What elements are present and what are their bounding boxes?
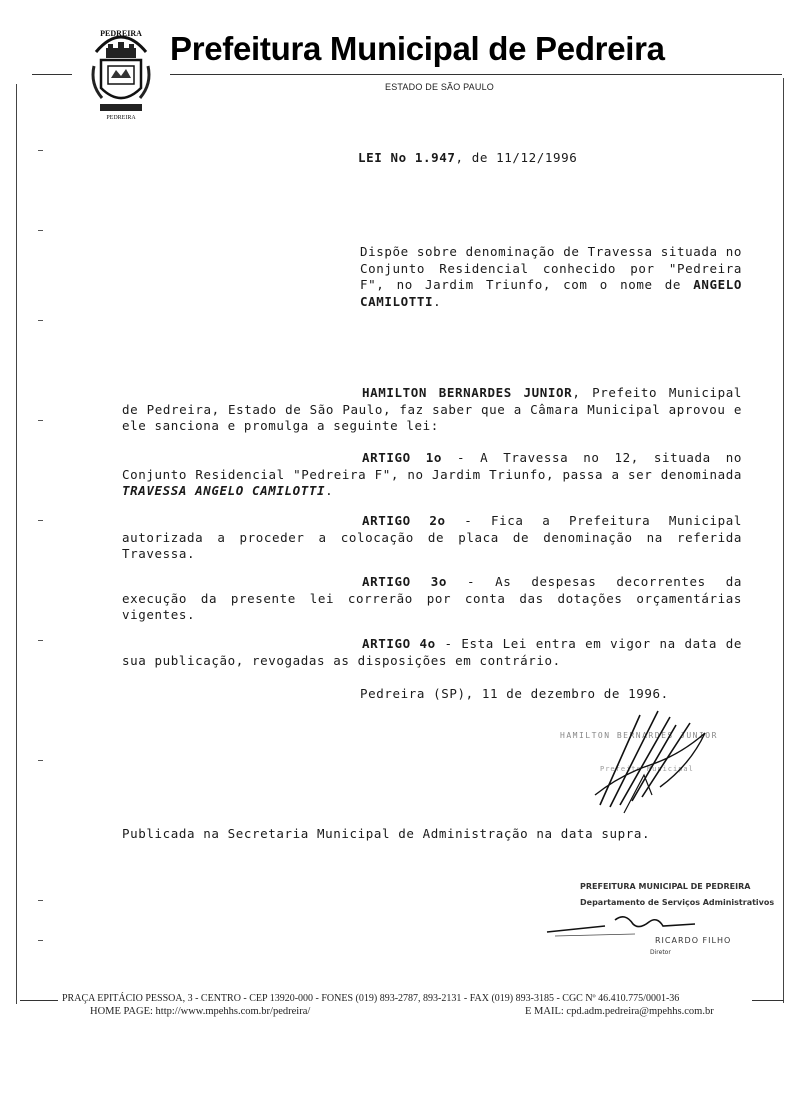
article-3: [122, 574, 742, 624]
margin-tick: [38, 640, 43, 641]
left-margin-rule: [16, 84, 17, 1004]
margin-tick: [38, 760, 43, 761]
page-title: Prefeitura Municipal de Pedreira: [170, 30, 665, 67]
article-text: - Fica a Prefeitura Municipal autorizada a proceder a colocação de placa de denominação na referida Travessa.: [122, 513, 742, 561]
article-4: [122, 636, 742, 669]
article-label: ARTIGO 2o: [362, 513, 446, 528]
article-label: ARTIGO 3o: [362, 574, 447, 589]
article-text: - As despesas decorrentes da execução da presente lei correrão por conta das dotações orçamentárias vigentes.: [122, 574, 742, 622]
footer-rule-right: [752, 1000, 784, 1001]
margin-tick: [38, 320, 43, 321]
law-number: LEI No 1.947: [358, 150, 456, 165]
stamp-line-4: Diretor: [650, 949, 671, 956]
article-text: - A Travessa no 12, situada no Conjunto Residencial "Pedreira F", no Jardim Triunfo, passa a ser denominada: [122, 450, 742, 482]
law-date: , de 11/12/1996: [455, 150, 578, 165]
stamp-line-3: RICARDO FILHO: [655, 936, 732, 945]
page-subtitle: ESTADO DE SÃO PAULO: [385, 82, 494, 92]
margin-tick: [38, 420, 43, 421]
header-rule-left: [32, 74, 72, 75]
footer-homepage[interactable]: HOME PAGE: http://www.mpehhs.com.br/pedreira/: [90, 1006, 311, 1017]
preamble: [122, 385, 742, 435]
article-label: ARTIGO 1o: [362, 450, 442, 465]
stamp-line-2: Departamento de Serviços Administrativos: [580, 898, 775, 907]
footer-rule-left: [20, 1000, 58, 1001]
summary-text: Dispõe sobre denominação de Travessa situada no Conjunto Residencial conhecido por "Pedreira F", no Jardim Triunfo, com o nome de: [360, 244, 742, 292]
crest-bottom-label: PEDREIRA: [106, 115, 136, 121]
mayor-name: HAMILTON BERNARDES JUNIOR: [362, 385, 573, 400]
administration-stamp: [545, 880, 775, 960]
margin-tick: [38, 520, 43, 521]
stamp-line-1: PREFEITURA MUNICIPAL DE PEDREIRA: [580, 882, 751, 891]
article-1: [122, 450, 742, 500]
header-rule-right: [170, 74, 782, 75]
margin-tick: [38, 900, 43, 901]
signature-caption: HAMILTON BERNARDES JUNIOR: [560, 731, 718, 740]
preamble-text: , Prefeito Municipal de Pedreira, Estado de São Paulo, faz saber que a Câmara Municipal aprovou e ele sanciona e promulga a seguinte lei:: [122, 385, 742, 433]
margin-tick: [38, 230, 43, 231]
article-end: .: [325, 483, 334, 498]
footer-address: PRAÇA EPITÁCIO PESSOA, 3 - CENTRO - CEP 13920-000 - FONES (019) 893-2787, 893-2131 - FAX (019) 893-3185 - CGC Nº 46.410.775/0001-36: [62, 993, 680, 1004]
margin-tick: [38, 150, 43, 151]
article-text: - Esta Lei entra em vigor na data de sua publicação, revogadas as disposições em contrário.: [122, 636, 742, 668]
publication-note: Publicada na Secretaria Municipal de Administração na data supra.: [122, 826, 651, 841]
footer-email[interactable]: E MAIL: cpd.adm.pedreira@mpehhs.com.br: [525, 1006, 714, 1017]
place-and-date: Pedreira (SP), 11 de dezembro de 1996.: [360, 686, 669, 701]
right-margin-rule: [783, 78, 784, 1003]
crest-top-label: PEDREIRA: [100, 29, 142, 38]
mayor-signature: [580, 705, 730, 815]
article-2: [122, 513, 742, 563]
law-summary: [360, 244, 742, 310]
mayor-signature-block: [560, 705, 760, 815]
signature-role: Prefeito Municipal: [600, 765, 694, 773]
margin-tick: [38, 940, 43, 941]
article-label: ARTIGO 4o: [362, 636, 436, 651]
article-emphasis: TRAVESSA ANGELO CAMILOTTI: [122, 483, 326, 498]
summary-honoree: ANGELO CAMILOTTI: [360, 277, 742, 309]
summary-end: .: [433, 293, 442, 309]
city-coat-of-arms: [88, 22, 154, 122]
law-heading: [358, 150, 577, 165]
